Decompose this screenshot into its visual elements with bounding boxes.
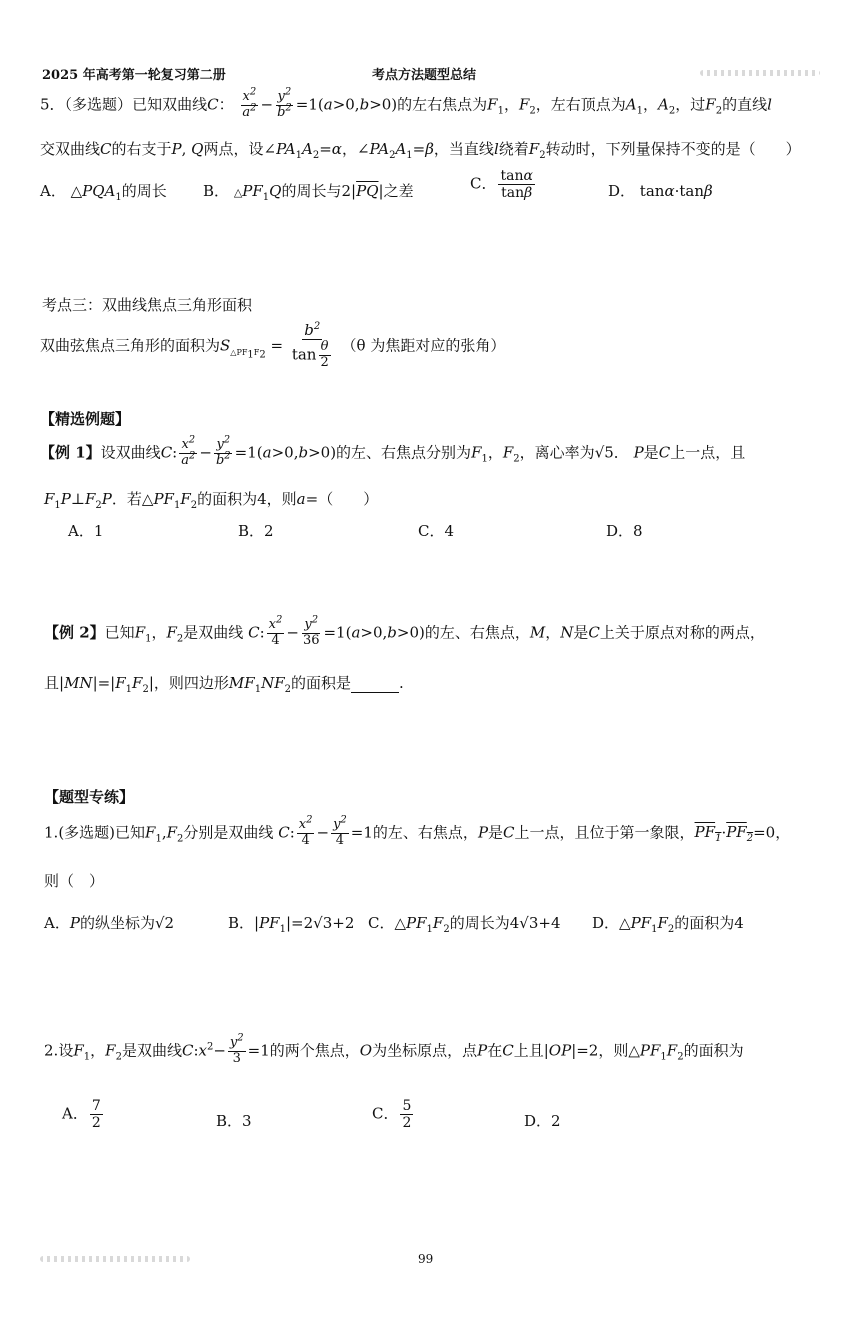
ex2-line1: 【例 2】已知$F_1$，$F_2$是双曲线 C: $\frac{x^2}{4}$ − $\frac{y^2}{36}$ =1(a>0,b>0)的左、右焦点，M，N是C上关于原点对称的两点， [44, 614, 765, 648]
ex1-option-c: C．4 [418, 522, 455, 540]
p2-option-b: B．3 [216, 1112, 252, 1130]
ex1-line2: $F_1P\perp F_2P$．若$\triangle PF_1F_2$的面积为4，则a=（ ） [44, 490, 379, 511]
p2-option-d: D．2 [524, 1112, 561, 1130]
section3-formula: 双曲弦焦点三角形的面积为$S_{\triangle PF_1F_2}$ = $b^2$ tan $\frac{\theta}{2}$ （θ 为焦距对应的张角） [40, 321, 506, 371]
ex1-option-d: D．8 [606, 522, 643, 540]
p1-line1: 1.(多选题)已知$F_1,F_2$分别是双曲线 C: $\frac{x^2}{4}$ − $\frac{y^2}{4}$ =1的左、右焦点，P是C上一点，且位于第一象限，$PF_1\cdot PF_2=0$， [44, 814, 791, 848]
answer-blank [351, 678, 399, 693]
q5-option-d: D． tanα·tanβ [608, 182, 713, 200]
section3-title: 考点三：双曲线焦点三角形面积 [42, 296, 253, 314]
q5-option-c: C． $\frac{\tan\alpha}{\tan\beta}$ [470, 168, 533, 202]
q5-option-a: A． $\triangle PQA_1$的周长 [40, 182, 167, 203]
p1-option-c: C．$\triangle PF_1F_2$的周长为4√3+4 [368, 914, 561, 935]
ex1-line1: 【例 1】设双曲线C: $\frac{x^2}{a^2}$ − $\frac{y^2}{b^2}$ =1(a>0,b>0)的左、右焦点分别为$F_1$，$F_2$，离心率为√5． P是C上一点，且 [40, 434, 746, 468]
ex1-option-a: A．1 [68, 522, 104, 540]
examples-title: 【精选例题】 [40, 410, 131, 428]
scan-smudge-right [700, 70, 820, 76]
q5-line2: 交双曲线C的右支于P, Q两点，设$\angle PA_1A_2=\alpha$，$\angle PA_2A_1=\beta$，当直线l绕着$F_2$转动时，下列量保持不变的是（ ） [40, 140, 801, 161]
header-left: 2025 年高考第一轮复习第二册 [42, 68, 226, 83]
header-center: 考点方法题型总结 [372, 68, 477, 83]
ex1-option-b: B．2 [238, 522, 274, 540]
p1-option-b: B．$|PF_1|=2√3+2$ [228, 914, 355, 935]
practice-title: 【题型专练】 [44, 788, 135, 806]
p2-option-a: A． $\frac{7}{2}$ [62, 1098, 101, 1132]
q5-frac-y: $\frac{y^2}{b^2}$ [277, 86, 292, 120]
p1-option-d: D．$\triangle PF_1F_2$的面积为4 [592, 914, 744, 935]
scan-smudge-left [40, 1256, 190, 1262]
p1-option-a: A．P的纵坐标为√2 [44, 914, 175, 932]
p2-option-c: C． $\frac{5}{2}$ [372, 1098, 412, 1132]
ex2-line2: 且$|MN|=|F_1F_2|$，则四边形$MF_1NF_2$的面积是 . [44, 674, 404, 695]
p1-line2: 则（ ） [44, 872, 105, 890]
q5-frac-x: $\frac{x^2}{a^2}$ [242, 86, 257, 120]
p2-line1: 2.设$F_1$，$F_2$是双曲线$C:x^2-$ $\frac{y^2}{3}$ =1的两个焦点，O为坐标原点，点P在C上且|OP|=2，则$\triangle PF_1F_2$的面积为 [44, 1032, 744, 1066]
q5-option-b: B． $\triangle PF_1Q$的周长与$2|\overline{PQ}|$之差 [203, 182, 414, 203]
q5-line1: 5．（多选题）已知双曲线C： $\frac{x^2}{a^2}$ − $\frac{y^2}{b^2}$ =1(a>0,b>0)的左右焦点为$F_1$，$F_2$，左右顶点为$A_1$，$A_2$，过$F_2$的直线l [40, 86, 772, 120]
page-number: 99 [418, 1252, 434, 1266]
